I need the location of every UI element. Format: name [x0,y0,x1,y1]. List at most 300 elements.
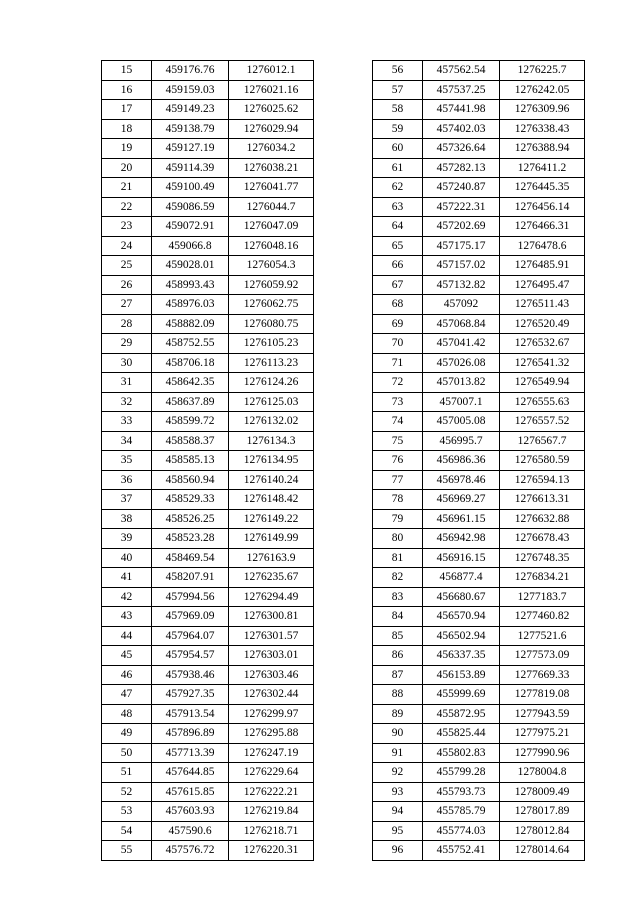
x-coordinate-cell: 457282.13 [423,158,500,178]
y-coordinate-cell: 1276247.19 [229,743,314,763]
table-row [102,412,314,432]
y-coordinate-cell: 1276220.31 [229,841,314,861]
table-row [373,782,585,802]
y-coordinate-cell: 1276044.7 [229,197,314,217]
x-coordinate-cell: 456680.67 [423,587,500,607]
y-coordinate-cell: 1276218.71 [229,821,314,841]
table-row [102,509,314,529]
point-number-cell: 45 [102,646,152,666]
table-row [373,119,585,139]
y-coordinate-cell: 1276148.42 [229,490,314,510]
y-coordinate-cell: 1276124.26 [229,373,314,393]
point-number-cell: 33 [102,412,152,432]
coordinate-table-left [101,60,314,861]
table-row [373,626,585,646]
y-coordinate-cell: 1277183.7 [500,587,585,607]
table-row [102,100,314,120]
y-coordinate-cell: 1276132.02 [229,412,314,432]
y-coordinate-cell: 1276580.59 [500,451,585,471]
table-row [373,295,585,315]
table-row [102,490,314,510]
point-number-cell: 16 [102,80,152,100]
table-row [373,256,585,276]
point-number-cell: 53 [102,802,152,822]
y-coordinate-cell: 1276149.22 [229,509,314,529]
table-row [102,373,314,393]
point-number-cell: 67 [373,275,423,295]
y-coordinate-cell: 1276303.46 [229,665,314,685]
x-coordinate-cell: 459086.59 [152,197,229,217]
x-coordinate-cell: 455799.28 [423,763,500,783]
coordinate-table-right [372,60,585,861]
point-number-cell: 25 [102,256,152,276]
table-row [373,490,585,510]
y-coordinate-cell: 1276225.7 [500,61,585,81]
y-coordinate-cell: 1276338.43 [500,119,585,139]
x-coordinate-cell: 457175.17 [423,236,500,256]
table-row [102,568,314,588]
table-row [102,665,314,685]
table-row [102,236,314,256]
x-coordinate-cell: 458976.03 [152,295,229,315]
table-row [373,80,585,100]
y-coordinate-cell: 1277460.82 [500,607,585,627]
x-coordinate-cell: 459138.79 [152,119,229,139]
y-coordinate-cell: 1278009.49 [500,782,585,802]
table-row [373,743,585,763]
x-coordinate-cell: 457954.57 [152,646,229,666]
x-coordinate-cell: 455999.69 [423,685,500,705]
y-coordinate-cell: 1276134.3 [229,431,314,451]
point-number-cell: 21 [102,178,152,198]
table-row [102,685,314,705]
y-coordinate-cell: 1276229.64 [229,763,314,783]
point-number-cell: 85 [373,626,423,646]
x-coordinate-cell: 459176.76 [152,61,229,81]
point-number-cell: 19 [102,139,152,159]
y-coordinate-cell: 1276549.94 [500,373,585,393]
table-row [373,685,585,705]
table-row [102,607,314,627]
point-number-cell: 50 [102,743,152,763]
y-coordinate-cell: 1276054.3 [229,256,314,276]
y-coordinate-cell: 1276025.62 [229,100,314,120]
point-number-cell: 49 [102,724,152,744]
y-coordinate-cell: 1276302.44 [229,685,314,705]
point-number-cell: 51 [102,763,152,783]
point-number-cell: 62 [373,178,423,198]
point-number-cell: 37 [102,490,152,510]
y-coordinate-cell: 1276235.67 [229,568,314,588]
y-coordinate-cell: 1276456.14 [500,197,585,217]
x-coordinate-cell: 459127.19 [152,139,229,159]
y-coordinate-cell: 1276029.94 [229,119,314,139]
y-coordinate-cell: 1276113.23 [229,353,314,373]
point-number-cell: 82 [373,568,423,588]
y-coordinate-cell: 1276485.91 [500,256,585,276]
y-coordinate-cell: 1277573.09 [500,646,585,666]
point-number-cell: 91 [373,743,423,763]
x-coordinate-cell: 458585.13 [152,451,229,471]
table-row [373,392,585,412]
point-number-cell: 23 [102,217,152,237]
point-number-cell: 55 [102,841,152,861]
y-coordinate-cell: 1276041.77 [229,178,314,198]
y-coordinate-cell: 1277819.08 [500,685,585,705]
point-number-cell: 42 [102,587,152,607]
y-coordinate-cell: 1276478.6 [500,236,585,256]
table-row [102,821,314,841]
point-number-cell: 95 [373,821,423,841]
table-row [373,568,585,588]
y-coordinate-cell: 1277990.96 [500,743,585,763]
x-coordinate-cell: 456978.46 [423,470,500,490]
x-coordinate-cell: 457157.02 [423,256,500,276]
table-row [373,470,585,490]
point-number-cell: 63 [373,197,423,217]
y-coordinate-cell: 1276300.81 [229,607,314,627]
x-coordinate-cell: 457644.85 [152,763,229,783]
table-row [373,451,585,471]
point-number-cell: 15 [102,61,152,81]
x-coordinate-cell: 456153.89 [423,665,500,685]
table-row [373,158,585,178]
point-number-cell: 87 [373,665,423,685]
x-coordinate-cell: 458642.35 [152,373,229,393]
x-coordinate-cell: 457441.98 [423,100,500,120]
x-coordinate-cell: 456570.94 [423,607,500,627]
table-row [373,314,585,334]
point-number-cell: 17 [102,100,152,120]
table-row [102,743,314,763]
x-coordinate-cell: 458207.91 [152,568,229,588]
x-coordinate-cell: 458560.94 [152,470,229,490]
table-row [102,392,314,412]
y-coordinate-cell: 1276134.95 [229,451,314,471]
x-coordinate-cell: 457041.42 [423,334,500,354]
y-coordinate-cell: 1276511.43 [500,295,585,315]
point-number-cell: 81 [373,548,423,568]
y-coordinate-cell: 1276834.21 [500,568,585,588]
table-row [102,587,314,607]
table-row [102,724,314,744]
x-coordinate-cell: 459072.91 [152,217,229,237]
x-coordinate-cell: 457927.35 [152,685,229,705]
table-row [373,763,585,783]
point-number-cell: 29 [102,334,152,354]
x-coordinate-cell: 457007.1 [423,392,500,412]
table-row [102,197,314,217]
y-coordinate-cell: 1276080.75 [229,314,314,334]
x-coordinate-cell: 458469.54 [152,548,229,568]
y-coordinate-cell: 1276299.97 [229,704,314,724]
y-coordinate-cell: 1276021.16 [229,80,314,100]
point-number-cell: 88 [373,685,423,705]
point-number-cell: 43 [102,607,152,627]
table-row [373,431,585,451]
point-number-cell: 61 [373,158,423,178]
x-coordinate-cell: 457994.56 [152,587,229,607]
x-coordinate-cell: 459159.03 [152,80,229,100]
x-coordinate-cell: 459066.8 [152,236,229,256]
x-coordinate-cell: 458993.43 [152,275,229,295]
table-row [373,178,585,198]
table-row [102,119,314,139]
table-row [102,431,314,451]
point-number-cell: 80 [373,529,423,549]
y-coordinate-cell: 1276140.24 [229,470,314,490]
point-number-cell: 27 [102,295,152,315]
point-number-cell: 68 [373,295,423,315]
y-coordinate-cell: 1276495.47 [500,275,585,295]
table-row [373,607,585,627]
x-coordinate-cell: 458588.37 [152,431,229,451]
x-coordinate-cell: 455793.73 [423,782,500,802]
table-row [373,139,585,159]
y-coordinate-cell: 1276555.63 [500,392,585,412]
table-row [373,275,585,295]
point-number-cell: 65 [373,236,423,256]
x-coordinate-cell: 458523.28 [152,529,229,549]
point-number-cell: 31 [102,373,152,393]
point-number-cell: 71 [373,353,423,373]
y-coordinate-cell: 1278017.89 [500,802,585,822]
table-row [373,509,585,529]
point-number-cell: 79 [373,509,423,529]
point-number-cell: 96 [373,841,423,861]
point-number-cell: 89 [373,704,423,724]
x-coordinate-cell: 456337.35 [423,646,500,666]
point-number-cell: 54 [102,821,152,841]
y-coordinate-cell: 1276012.1 [229,61,314,81]
y-coordinate-cell: 1276613.31 [500,490,585,510]
point-number-cell: 58 [373,100,423,120]
point-number-cell: 86 [373,646,423,666]
table-row [102,275,314,295]
table-row [102,529,314,549]
table-row [373,548,585,568]
x-coordinate-cell: 457402.03 [423,119,500,139]
x-coordinate-cell: 457964.07 [152,626,229,646]
table-row [373,100,585,120]
y-coordinate-cell: 1276541.32 [500,353,585,373]
y-coordinate-cell: 1278004.8 [500,763,585,783]
y-coordinate-cell: 1276163.9 [229,548,314,568]
x-coordinate-cell: 455872.95 [423,704,500,724]
point-number-cell: 28 [102,314,152,334]
point-number-cell: 74 [373,412,423,432]
x-coordinate-cell: 457562.54 [423,61,500,81]
y-coordinate-cell: 1276105.23 [229,334,314,354]
table-row [373,841,585,861]
table-row [102,61,314,81]
point-number-cell: 47 [102,685,152,705]
x-coordinate-cell: 457590.6 [152,821,229,841]
table-row [373,587,585,607]
point-number-cell: 93 [373,782,423,802]
point-number-cell: 77 [373,470,423,490]
y-coordinate-cell: 1277943.59 [500,704,585,724]
point-number-cell: 41 [102,568,152,588]
x-coordinate-cell: 456995.7 [423,431,500,451]
table-row [373,704,585,724]
y-coordinate-cell: 1276149.99 [229,529,314,549]
x-coordinate-cell: 456969.27 [423,490,500,510]
y-coordinate-cell: 1276219.84 [229,802,314,822]
point-number-cell: 32 [102,392,152,412]
y-coordinate-cell: 1276294.49 [229,587,314,607]
x-coordinate-cell: 459028.01 [152,256,229,276]
table-row [373,821,585,841]
table-row [102,178,314,198]
y-coordinate-cell: 1276388.94 [500,139,585,159]
y-coordinate-cell: 1276295.88 [229,724,314,744]
table-row [102,451,314,471]
table-row [373,373,585,393]
y-coordinate-cell: 1278014.64 [500,841,585,861]
x-coordinate-cell: 455752.41 [423,841,500,861]
x-coordinate-cell: 458599.72 [152,412,229,432]
table-row [373,724,585,744]
point-number-cell: 39 [102,529,152,549]
point-number-cell: 35 [102,451,152,471]
table-row [373,412,585,432]
point-number-cell: 73 [373,392,423,412]
point-number-cell: 20 [102,158,152,178]
x-coordinate-cell: 457537.25 [423,80,500,100]
point-number-cell: 46 [102,665,152,685]
x-coordinate-cell: 458637.89 [152,392,229,412]
x-coordinate-cell: 457005.08 [423,412,500,432]
point-number-cell: 44 [102,626,152,646]
point-number-cell: 57 [373,80,423,100]
y-coordinate-cell: 1276222.21 [229,782,314,802]
point-number-cell: 18 [102,119,152,139]
point-number-cell: 59 [373,119,423,139]
x-coordinate-cell: 457713.39 [152,743,229,763]
x-coordinate-cell: 457202.69 [423,217,500,237]
x-coordinate-cell: 458752.55 [152,334,229,354]
y-coordinate-cell: 1276567.7 [500,431,585,451]
x-coordinate-cell: 456502.94 [423,626,500,646]
x-coordinate-cell: 456877.4 [423,568,500,588]
y-coordinate-cell: 1276632.88 [500,509,585,529]
table-row [373,334,585,354]
point-number-cell: 69 [373,314,423,334]
table-row [102,256,314,276]
x-coordinate-cell: 457896.89 [152,724,229,744]
point-number-cell: 92 [373,763,423,783]
point-number-cell: 24 [102,236,152,256]
x-coordinate-cell: 459114.39 [152,158,229,178]
table-row [373,217,585,237]
y-coordinate-cell: 1276466.31 [500,217,585,237]
point-number-cell: 22 [102,197,152,217]
x-coordinate-cell: 457132.82 [423,275,500,295]
y-coordinate-cell: 1276038.21 [229,158,314,178]
y-coordinate-cell: 1276532.67 [500,334,585,354]
x-coordinate-cell: 458526.25 [152,509,229,529]
x-coordinate-cell: 457326.64 [423,139,500,159]
point-number-cell: 56 [373,61,423,81]
x-coordinate-cell: 459149.23 [152,100,229,120]
point-number-cell: 30 [102,353,152,373]
table-row [373,646,585,666]
x-coordinate-cell: 455825.44 [423,724,500,744]
x-coordinate-cell: 457576.72 [152,841,229,861]
table-row [102,314,314,334]
point-number-cell: 66 [373,256,423,276]
point-number-cell: 83 [373,587,423,607]
point-number-cell: 75 [373,431,423,451]
table-row [102,548,314,568]
table-row [102,626,314,646]
table-row [373,236,585,256]
point-number-cell: 52 [102,782,152,802]
table-row [102,782,314,802]
table-row [373,61,585,81]
x-coordinate-cell: 458706.18 [152,353,229,373]
table-row [102,353,314,373]
x-coordinate-cell: 456986.36 [423,451,500,471]
y-coordinate-cell: 1276048.16 [229,236,314,256]
point-number-cell: 90 [373,724,423,744]
x-coordinate-cell: 457938.46 [152,665,229,685]
point-number-cell: 64 [373,217,423,237]
point-number-cell: 40 [102,548,152,568]
table-row [102,841,314,861]
x-coordinate-cell: 457240.87 [423,178,500,198]
point-number-cell: 72 [373,373,423,393]
table-row [102,334,314,354]
point-number-cell: 36 [102,470,152,490]
x-coordinate-cell: 457913.54 [152,704,229,724]
table-row [102,802,314,822]
y-coordinate-cell: 1276034.2 [229,139,314,159]
x-coordinate-cell: 455774.03 [423,821,500,841]
table-row [373,197,585,217]
table-row [102,470,314,490]
y-coordinate-cell: 1276411.2 [500,158,585,178]
table-row [102,158,314,178]
point-number-cell: 78 [373,490,423,510]
x-coordinate-cell: 456961.15 [423,509,500,529]
table-row [102,646,314,666]
point-number-cell: 26 [102,275,152,295]
y-coordinate-cell: 1276301.57 [229,626,314,646]
x-coordinate-cell: 455802.83 [423,743,500,763]
y-coordinate-cell: 1277521.6 [500,626,585,646]
y-coordinate-cell: 1278012.84 [500,821,585,841]
table-row [373,802,585,822]
point-number-cell: 60 [373,139,423,159]
x-coordinate-cell: 455785.79 [423,802,500,822]
table-row [102,763,314,783]
point-number-cell: 70 [373,334,423,354]
y-coordinate-cell: 1276678.43 [500,529,585,549]
y-coordinate-cell: 1276445.35 [500,178,585,198]
y-coordinate-cell: 1276594.13 [500,470,585,490]
x-coordinate-cell: 457969.09 [152,607,229,627]
x-coordinate-cell: 458882.09 [152,314,229,334]
x-coordinate-cell: 457026.08 [423,353,500,373]
table-row [373,665,585,685]
y-coordinate-cell: 1276062.75 [229,295,314,315]
y-coordinate-cell: 1276303.01 [229,646,314,666]
x-coordinate-cell: 458529.33 [152,490,229,510]
x-coordinate-cell: 459100.49 [152,178,229,198]
x-coordinate-cell: 457068.84 [423,314,500,334]
